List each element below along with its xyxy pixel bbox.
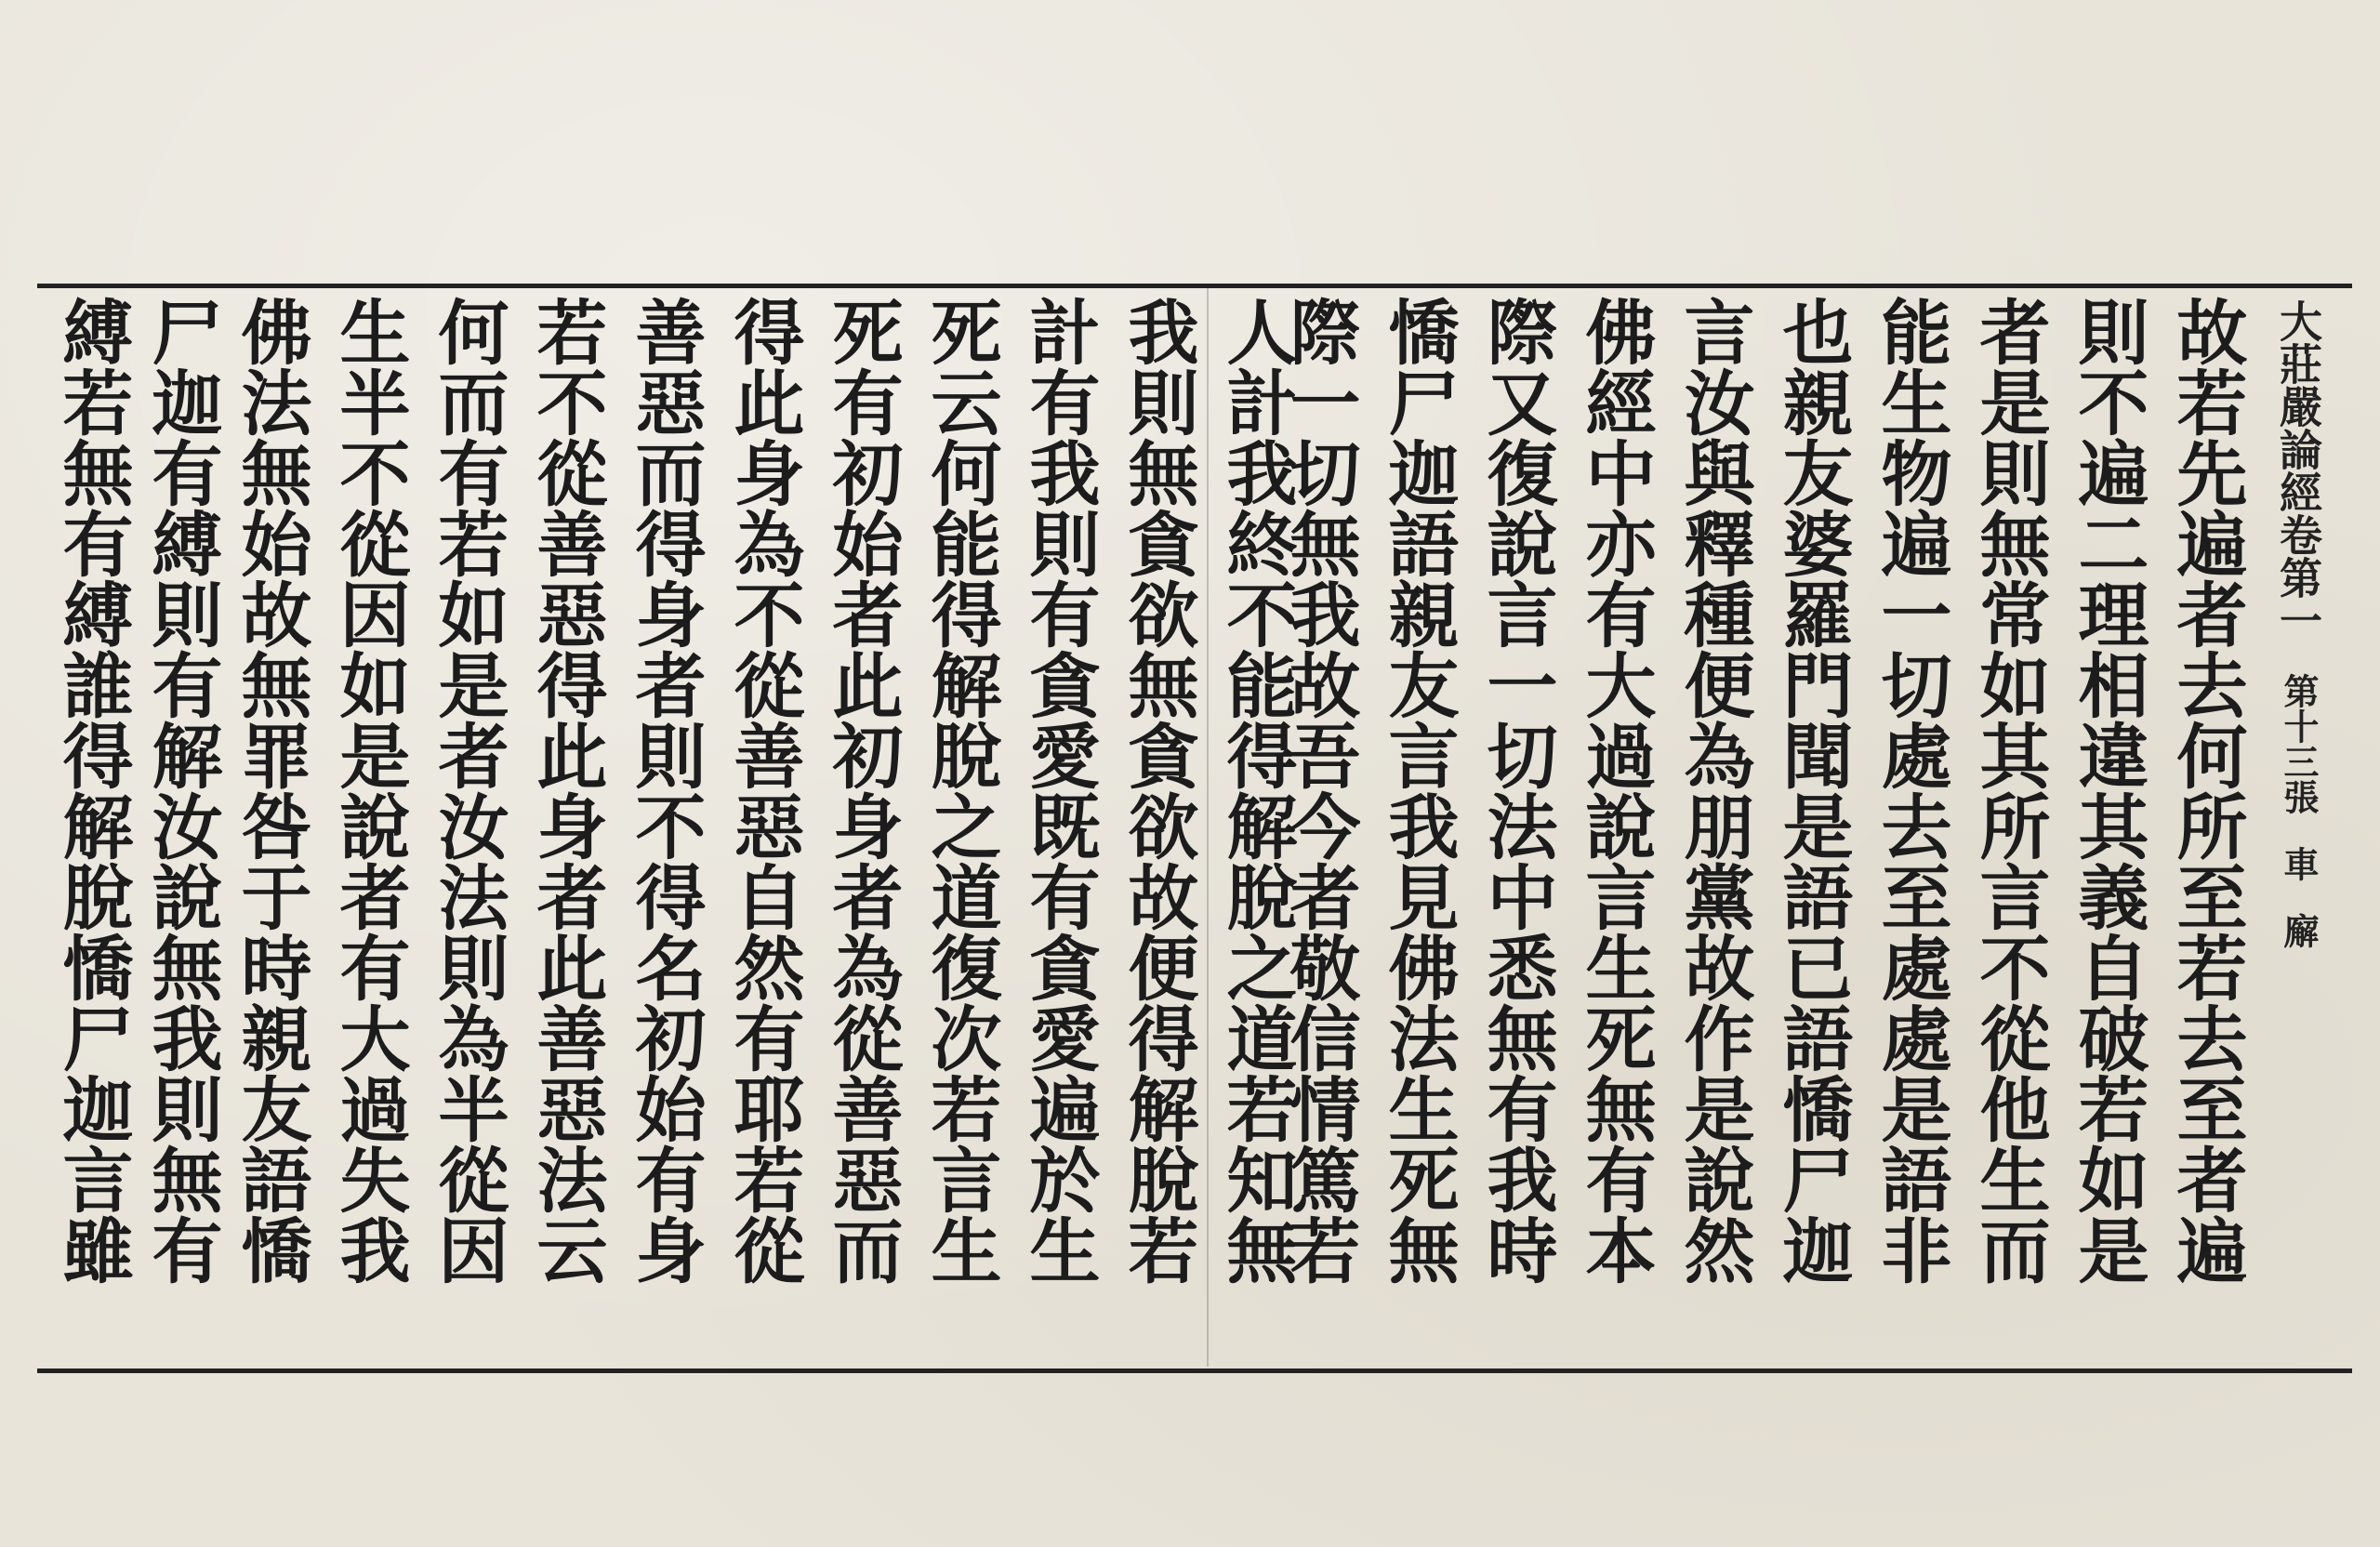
margin-mark-2: 廨 xyxy=(2278,913,2320,948)
text-column: 何而有若如是者汝法則為半從因 xyxy=(427,296,509,1285)
text-column: 能生物遍一切處去至處處是語非 xyxy=(1870,296,1952,1285)
margin-title: 大莊嚴論經卷第一 xyxy=(2273,299,2323,641)
text-column: 善惡而得身者則不得名初始有身 xyxy=(624,296,707,1285)
text-column: 則不遍二理相違其義自破若如是 xyxy=(2067,296,2149,1285)
text-column: 故若先遍者去何所至若去至者遍 xyxy=(2165,296,2248,1285)
text-column: 也親友婆羅門聞是語已語憍尸迦 xyxy=(1771,296,1854,1285)
text-column: 際又復說言一切法中悉無有我時 xyxy=(1475,296,1558,1285)
text-column: 佛經中亦有大過說言生死無有本 xyxy=(1574,296,1657,1285)
text-column: 尸迦有縛則有解汝說無我則無有 xyxy=(140,296,223,1285)
text-column: 若不從善惡得此身者此善惡法云 xyxy=(525,296,608,1285)
text-column: 死云何能得解脫之道復次若言生 xyxy=(919,296,1002,1285)
margin-note xyxy=(2268,299,2324,1341)
text-column: 得此身為不從善惡自然有耶若從 xyxy=(722,296,805,1285)
text-column: 縛若無有縛誰得解脫憍尸迦言雖 xyxy=(51,296,134,1285)
text-column: 生半不從因如是說者有大過失我 xyxy=(328,296,411,1285)
text-column: 我則無貪欲無貪欲故便得解脫若 xyxy=(1117,296,1199,1285)
text-column: 際一切無我故吾今者敬信情篤若 xyxy=(1278,296,1361,1285)
text-column: 言汝與釋種便為朋黨故作是說然 xyxy=(1673,296,1755,1285)
text-column: 計有我則有貪愛既有貪愛遍於生 xyxy=(1018,296,1101,1285)
text-column: 人計我終不能得解脫之道若知無 xyxy=(1215,296,1298,1285)
text-column: 佛法無始故無罪咎于時親友語憍 xyxy=(230,296,312,1285)
text-column: 者是則無常如其所言不從他生而 xyxy=(1968,296,2051,1285)
text-column: 憍尸迦語親友言我見佛法生死無 xyxy=(1377,296,1460,1285)
text-column: 死有初始者此初身者為從善惡而 xyxy=(821,296,904,1285)
margin-mark-1: 車 xyxy=(2278,846,2320,881)
margin-leaf: 第十三張 xyxy=(2278,673,2320,814)
